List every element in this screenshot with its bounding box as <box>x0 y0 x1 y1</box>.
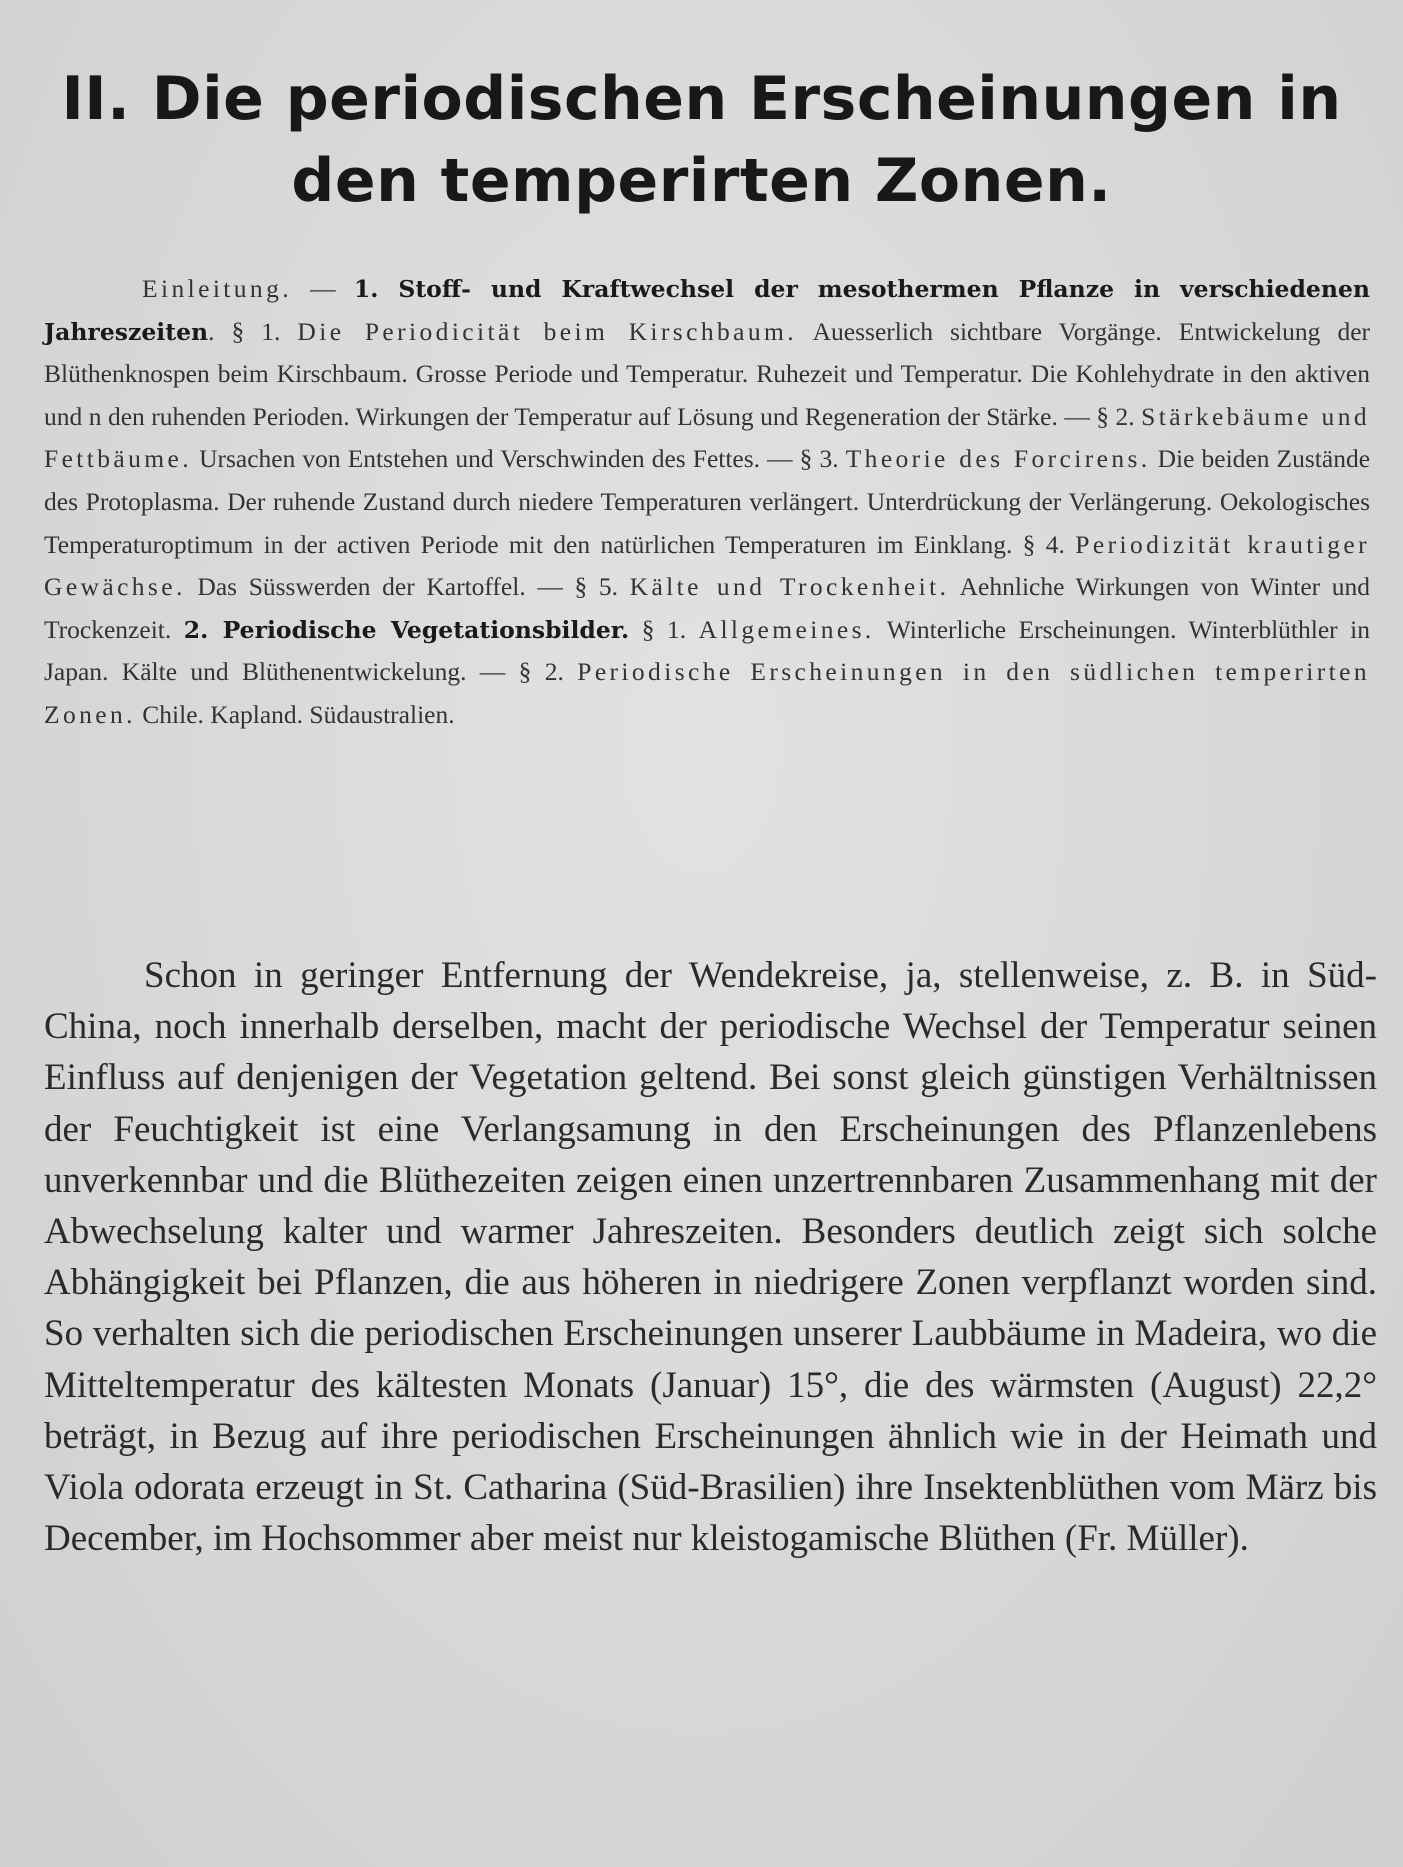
part-1-period: . <box>208 316 215 346</box>
summary-intro: Einleitung. <box>142 274 293 303</box>
chapter-title <box>40 58 1363 222</box>
section-5-text: Aehnliche Wirkungen von Winter und Trockenzeit. <box>44 572 1371 644</box>
section-3-text: Die beiden Zustände des Protoplasma. Der ruhende Zustand durch niedere Temperaturen verlängert. Unterdrückung der Verlängerung. Oekologisches Temperaturoptimum in der activen Periode mit den natürlichen Temperaturen im Einklang. <box>44 444 1371 559</box>
part-2-section-1-title: Allgemeines. <box>698 614 875 644</box>
part-2-section-1-number: § 1. <box>629 614 699 644</box>
section-1-text: Auesserlich sichtbare Vorgänge. Entwickelung der Blüthenknospen beim Kirschbaum. Grosse Periode und Temperatur. Ruhezeit und Temperatur. Die Kohlehydrate in den aktiven und n den ruhenden Perioden. Wirkungen der Temperatur auf Lösung und Regeneration der Stärke. <box>44 316 1370 431</box>
section-4-title: Periodizität krautiger Gewächse. <box>44 529 1371 602</box>
chapter-title-line-1: II. Die periodischen Erscheinungen in <box>61 64 1342 134</box>
part-1-heading: 1. Stoff- und Kraftwechsel der mesothermen Pflanze in verschiedenen Jahreszeiten <box>44 275 1370 346</box>
chapter-title-line-2: den temperirten Zonen. <box>291 146 1112 216</box>
part-2-section-2-title: Periodische Erscheinungen in den südlichen temperirten Zonen. <box>44 657 1370 729</box>
section-5-title: Kälte und Trockenheit. <box>629 572 950 602</box>
section-1-number: § 1. <box>214 316 298 346</box>
section-2-text: Ursachen von Entstehen und Verschwinden des Fettes. <box>192 444 761 474</box>
part-2-section-2-text: Chile. Kapland. Südaustralien. <box>135 699 455 729</box>
section-3-title: Theorie des Forcirens. <box>845 444 1151 474</box>
section-4-text: Das Süsswerden der Kartoffel. <box>185 572 526 602</box>
section-4-number: § 4. <box>1012 529 1076 559</box>
section-3-number: — § 3. <box>760 444 846 474</box>
section-1-title: Die Periodicität beim Kirschbaum. <box>297 316 798 346</box>
section-2-title: Stärkebäume und Fettbäume. <box>44 401 1370 474</box>
body-paragraph: Schon in geringer Entfernung der Wendekreise, ja, stellenweise, z. B. in Süd-China, noch innerhalb derselben, macht der periodische Wechsel der Temperatur seinen Einfluss auf denjenigen der Vegetation geltend. Bei sonst gleich günstigen Verhältnissen der Feuchtigkeit ist eine Verlangsamung in den Erscheinungen des Pflanzenlebens unverkennbar und die Blüthezeiten zeigen einen unzertrennbaren Zusammenhang mit der Abwechselung kalter und warmer Jahreszeiten. Besonders deutlich zeigt sich solche Abhängigkeit bei Pflanzen, die aus höheren in niedrigere Zonen verpflanzt worden sind. So verhalten sich die periodischen Erscheinungen unserer Laubbäume in Madeira, wo die Mitteltemperatur des kältesten Monats (Januar) 15°, die des wärmsten (August) 22,2° beträgt, in Bezug auf ihre periodischen Erscheinungen ähnlich wie in der Heimath und Viola odorata erzeugt in St. Catharina (Süd-Brasilien) ihre Insektenblüthen vom März bis December, im Hochsommer aber meist nur kleistogamische Blüthen (Fr. Müller). <box>44 955 1377 1560</box>
part-2-section-1-text: Winterliche Erscheinungen. Winterblüthler in Japan. Kälte und Blüthenentwickelung. <box>44 614 1370 687</box>
chapter-summary <box>44 268 1370 737</box>
section-2-number: — § 2. <box>1057 401 1142 431</box>
summary-dash: — <box>292 274 354 303</box>
part-2-heading: 2. Periodische Vegetationsbilder. <box>183 615 630 644</box>
section-5-number: — § 5. <box>525 572 630 602</box>
part-2-section-2-number: — § 2. <box>466 657 578 687</box>
